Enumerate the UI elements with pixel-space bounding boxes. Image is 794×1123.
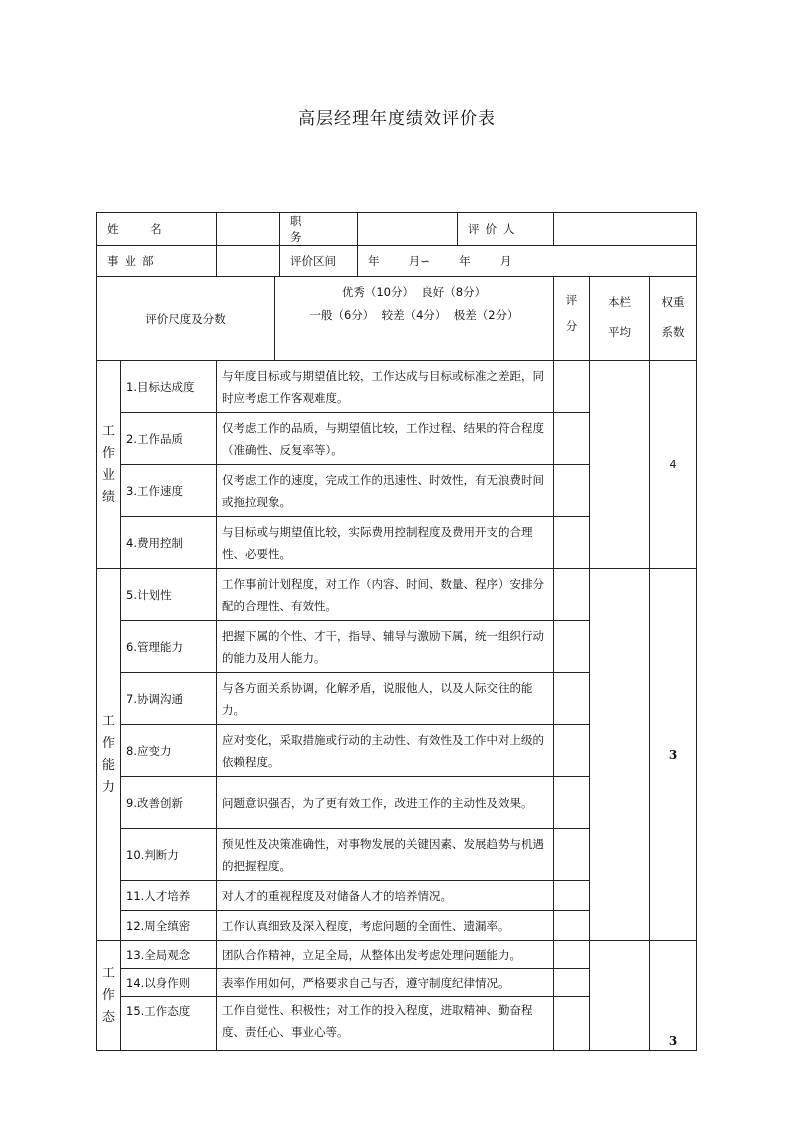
item-label: 7.协调沟通	[121, 673, 217, 725]
weight-header	[650, 277, 697, 361]
category-char: 作	[101, 735, 115, 751]
item-label: 3.工作速度	[121, 465, 217, 517]
division-label: 事业部	[97, 246, 217, 277]
evaluation-table	[96, 212, 697, 1051]
score-cell[interactable]	[554, 673, 590, 725]
weight-header-2: 系数	[661, 325, 685, 339]
average-header-1: 本栏	[608, 295, 631, 309]
evaluator-label: 评价人	[458, 213, 554, 246]
scale-row	[97, 277, 697, 361]
score-cell[interactable]	[554, 881, 590, 911]
item-label: 10.判断力	[121, 829, 217, 881]
score-cell[interactable]	[554, 465, 590, 517]
score-cell[interactable]	[554, 413, 590, 465]
item-description: 预见性及决策准确性，对事物发展的关键因素、发展趋势与机遇的把握程度。	[217, 829, 554, 881]
item-label: 5.计划性	[121, 569, 217, 621]
name-label: 姓 名	[97, 213, 217, 246]
item-description: 工作事前计划程度，对工作（内容、时间、数量、程序）安排分配的合理性、有效性。	[217, 569, 554, 621]
category-char: 工	[101, 423, 115, 439]
item-description: 仅考虑工作的速度，完成工作的迅速性、时效性，有无浪费时间或拖拉现象。	[217, 465, 554, 517]
item-label: 2.工作品质	[121, 413, 217, 465]
score-cell[interactable]	[554, 621, 590, 673]
score-cell[interactable]	[554, 517, 590, 569]
period-label: 评价区间	[280, 246, 358, 277]
category-attitude	[97, 941, 121, 1051]
score-cell[interactable]	[554, 911, 590, 941]
item-label: 14.以身作则	[121, 969, 217, 997]
score-cell[interactable]	[554, 941, 590, 969]
position-field[interactable]	[358, 213, 458, 246]
item-description: 把握下属的个性、才干，指导、辅导与激励下属，统一组织行动的能力及用人能力。	[217, 621, 554, 673]
score-cell[interactable]	[554, 829, 590, 881]
average-cell[interactable]	[590, 941, 650, 1051]
category-char: 工	[101, 965, 115, 981]
document-title: 高层经理年度绩效评价表	[298, 109, 496, 129]
weight-header-1: 权重	[661, 295, 685, 309]
score-cell[interactable]	[554, 361, 590, 413]
table-row	[97, 361, 697, 413]
category-char: 绩	[101, 489, 115, 505]
score-cell[interactable]	[554, 725, 590, 777]
table-row	[97, 569, 697, 621]
item-label: 13.全局观念	[121, 941, 217, 969]
category-ability	[97, 569, 121, 941]
score-cell[interactable]	[554, 569, 590, 621]
scale-line-1: 优秀（10分） 良好（8分）	[341, 285, 487, 299]
score-cell[interactable]	[554, 777, 590, 829]
average-header	[590, 277, 650, 361]
item-description: 团队合作精神，立足全局，从整体出发考虑处理问题能力。	[217, 941, 554, 969]
score-cell[interactable]	[554, 969, 590, 997]
score-cell[interactable]	[554, 997, 590, 1051]
scale-label: 评价尺度及分数	[97, 277, 275, 361]
name-field[interactable]	[217, 213, 280, 246]
category-char: 业	[101, 467, 115, 483]
division-field[interactable]	[217, 246, 280, 277]
item-description: 与年度目标或与期望值比较，工作达成与目标或标准之差距，同时应考虑工作客观难度。	[217, 361, 554, 413]
category-performance	[97, 361, 121, 569]
item-label: 4.费用控制	[121, 517, 217, 569]
scale-line-2: 一般（6分） 较差（4分） 极差（2分）	[309, 308, 519, 322]
average-cell[interactable]	[590, 569, 650, 941]
scale-description	[275, 277, 554, 361]
item-label: 1.目标达成度	[121, 361, 217, 413]
item-label: 9.改善创新	[121, 777, 217, 829]
item-description: 仅考虑工作的品质，与期望值比较，工作过程、结果的符合程度（准确性、反复率等）。	[217, 413, 554, 465]
item-label: 15.工作态度	[121, 997, 217, 1051]
average-header-2: 平均	[608, 325, 631, 339]
item-description: 表率作用如何，严格要求自己与否，遵守制度纪律情况。	[217, 969, 554, 997]
weight-value: 3	[650, 941, 697, 1051]
item-label: 11.人才培养	[121, 881, 217, 911]
evaluator-field[interactable]	[554, 213, 697, 246]
category-char: 力	[101, 779, 115, 795]
category-char: 作	[101, 987, 115, 1003]
item-label: 6.管理能力	[121, 621, 217, 673]
score-header	[554, 277, 590, 361]
item-description: 应对变化，采取措施或行动的主动性、有效性及工作中对上级的依赖程度。	[217, 725, 554, 777]
item-description: 问题意识强否，为了更有效工作，改进工作的主动性及效果。	[217, 777, 554, 829]
table-row	[97, 941, 697, 969]
category-char: 作	[101, 445, 115, 461]
period-value[interactable]: 年 月∽ 年 月	[358, 246, 697, 277]
item-description: 与各方面关系协调，化解矛盾，说服他人，以及人际交往的能力。	[217, 673, 554, 725]
weight-value: 4	[650, 361, 697, 569]
item-description: 对人才的重视程度及对储备人才的培养情况。	[217, 881, 554, 911]
item-label: 12.周全缜密	[121, 911, 217, 941]
average-cell[interactable]	[590, 361, 650, 569]
category-char: 态	[101, 1009, 115, 1025]
item-description: 与目标或与期望值比较，实际费用控制程度及费用开支的合理性、必要性。	[217, 517, 554, 569]
item-description: 工作认真细致及深入程度，考虑问题的全面性、遗漏率。	[217, 911, 554, 941]
header-row-1	[97, 213, 697, 246]
item-description: 工作自觉性、积极性；对工作的投入程度，进取精神、勤奋程度、责任心、事业心等。	[217, 997, 554, 1051]
position-label: 职 务	[280, 213, 358, 246]
score-header-text: 评分	[565, 293, 578, 333]
weight-value: 3	[650, 569, 697, 941]
category-char: 工	[101, 713, 115, 729]
item-label: 8.应变力	[121, 725, 217, 777]
category-char: 能	[101, 757, 115, 773]
header-row-2	[97, 246, 697, 277]
